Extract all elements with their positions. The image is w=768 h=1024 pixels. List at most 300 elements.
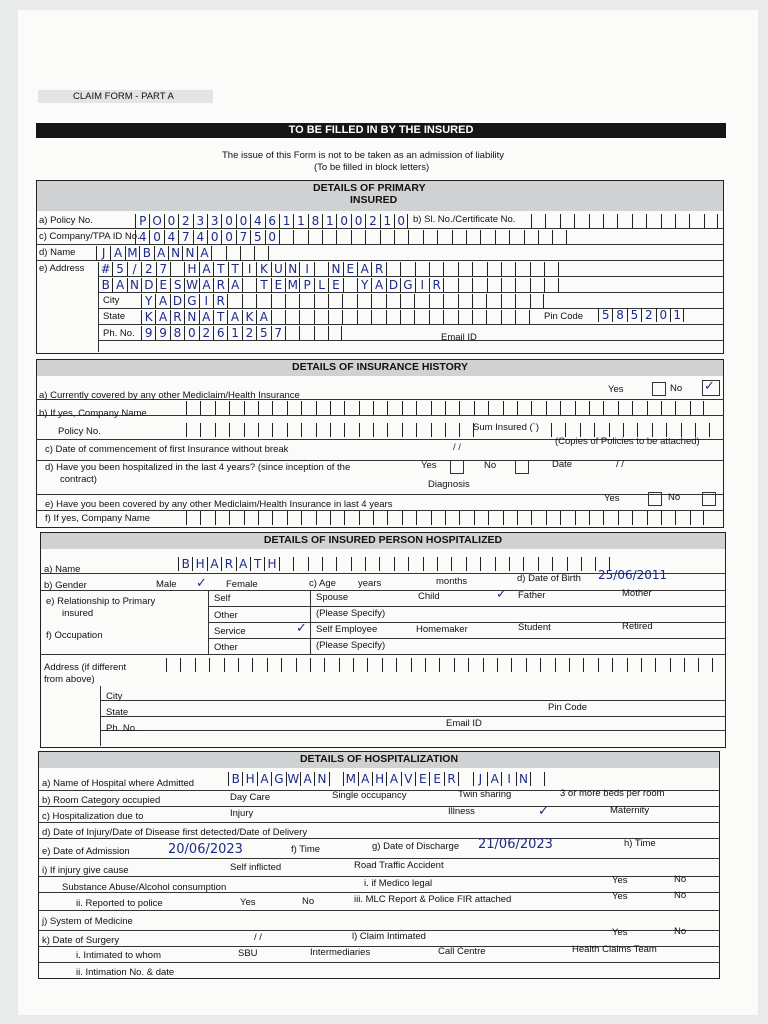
letter-cell[interactable]: A <box>199 310 213 324</box>
letter-cell[interactable] <box>515 310 529 324</box>
letter-cell[interactable] <box>244 423 258 437</box>
letter-cell[interactable]: 4 <box>250 214 264 228</box>
letter-cell[interactable]: 5 <box>256 326 270 340</box>
letter-cell[interactable] <box>416 511 430 525</box>
letter-cell[interactable] <box>322 230 336 244</box>
letter-cell[interactable] <box>538 557 552 571</box>
letter-cell[interactable] <box>451 557 465 571</box>
discharge-value[interactable]: 21/06/2023 <box>478 837 553 852</box>
letter-cell[interactable] <box>342 294 356 308</box>
letter-cell[interactable]: 0 <box>149 230 163 244</box>
letter-cell[interactable] <box>359 511 373 525</box>
letter-cell[interactable] <box>423 230 437 244</box>
letter-cell[interactable] <box>552 557 566 571</box>
letter-cell[interactable] <box>402 511 416 525</box>
letter-cell[interactable]: A <box>112 278 126 292</box>
letter-cell[interactable] <box>523 557 537 571</box>
letter-cell[interactable]: 8 <box>308 214 322 228</box>
letter-cell[interactable]: 0 <box>265 230 279 244</box>
letter-cell[interactable]: G <box>271 772 285 786</box>
letter-cell[interactable] <box>429 294 443 308</box>
letter-cell[interactable] <box>242 294 256 308</box>
letter-cell[interactable] <box>458 310 472 324</box>
letter-cell[interactable]: B <box>98 278 112 292</box>
letter-cell[interactable] <box>589 401 603 415</box>
letter-cell[interactable] <box>396 658 410 672</box>
letter-cell[interactable] <box>330 401 344 415</box>
letter-cell[interactable]: E <box>328 278 342 292</box>
letter-cell[interactable] <box>431 511 445 525</box>
letter-cell[interactable] <box>575 511 589 525</box>
letter-cell[interactable] <box>531 214 545 228</box>
letter-cell[interactable]: G <box>184 294 198 308</box>
letter-cell[interactable] <box>272 511 286 525</box>
letter-cell[interactable]: R <box>213 294 227 308</box>
primary-name-field[interactable] <box>96 246 269 260</box>
letter-cell[interactable]: A <box>154 246 168 260</box>
letter-cell[interactable] <box>314 310 328 324</box>
history-e-yes-box[interactable] <box>648 492 662 506</box>
letter-cell[interactable] <box>227 294 241 308</box>
letter-cell[interactable]: K <box>256 262 270 276</box>
letter-cell[interactable] <box>517 401 531 415</box>
company-id-field[interactable] <box>135 230 567 244</box>
letter-cell[interactable] <box>501 310 515 324</box>
letter-cell[interactable] <box>618 401 632 415</box>
letter-cell[interactable]: I <box>501 772 515 786</box>
letter-cell[interactable] <box>215 511 229 525</box>
letter-cell[interactable] <box>560 401 574 415</box>
letter-cell[interactable]: W <box>186 278 198 292</box>
letter-cell[interactable] <box>244 401 258 415</box>
letter-cell[interactable] <box>458 772 472 786</box>
letter-cell[interactable] <box>314 294 328 308</box>
letter-cell[interactable] <box>287 401 301 415</box>
letter-cell[interactable]: H <box>192 557 206 571</box>
history-d-no-box[interactable] <box>515 460 529 474</box>
address-line2-field[interactable] <box>98 278 559 292</box>
letter-cell[interactable] <box>524 230 538 244</box>
letter-cell[interactable] <box>229 401 243 415</box>
letter-cell[interactable] <box>400 310 414 324</box>
letter-cell[interactable]: B <box>139 246 153 260</box>
letter-cell[interactable]: 1 <box>227 326 241 340</box>
letter-cell[interactable] <box>603 511 617 525</box>
letter-cell[interactable] <box>655 658 669 672</box>
letter-cell[interactable] <box>414 310 428 324</box>
letter-cell[interactable] <box>509 230 523 244</box>
letter-cell[interactable]: K <box>141 310 155 324</box>
letter-cell[interactable] <box>301 401 315 415</box>
city-field[interactable] <box>141 294 544 308</box>
letter-cell[interactable] <box>458 278 472 292</box>
letter-cell[interactable] <box>652 423 666 437</box>
letter-cell[interactable]: 4 <box>135 230 149 244</box>
hospital-name-field[interactable] <box>228 772 545 786</box>
letter-cell[interactable]: 2 <box>242 326 256 340</box>
letter-cell[interactable]: 9 <box>155 326 169 340</box>
letter-cell[interactable] <box>224 658 238 672</box>
letter-cell[interactable] <box>445 423 459 437</box>
letter-cell[interactable]: J <box>473 772 487 786</box>
letter-cell[interactable] <box>431 401 445 415</box>
letter-cell[interactable]: U <box>271 262 285 276</box>
letter-cell[interactable]: P <box>299 278 313 292</box>
letter-cell[interactable] <box>215 423 229 437</box>
ip-address-field[interactable] <box>166 658 713 672</box>
letter-cell[interactable] <box>367 658 381 672</box>
letter-cell[interactable]: A <box>371 278 385 292</box>
letter-cell[interactable]: N <box>127 278 141 292</box>
letter-cell[interactable] <box>437 230 451 244</box>
letter-cell[interactable]: I <box>199 294 213 308</box>
letter-cell[interactable] <box>530 278 544 292</box>
letter-cell[interactable] <box>328 326 342 340</box>
letter-cell[interactable] <box>402 401 416 415</box>
letter-cell[interactable] <box>472 294 486 308</box>
history-a-yes-box[interactable] <box>652 382 666 396</box>
letter-cell[interactable]: 6 <box>213 326 227 340</box>
letter-cell[interactable] <box>560 511 574 525</box>
letter-cell[interactable] <box>509 557 523 571</box>
letter-cell[interactable] <box>623 423 637 437</box>
letter-cell[interactable] <box>293 230 307 244</box>
letter-cell[interactable] <box>445 401 459 415</box>
letter-cell[interactable]: 7 <box>156 262 170 276</box>
letter-cell[interactable] <box>443 294 457 308</box>
letter-cell[interactable] <box>429 310 443 324</box>
letter-cell[interactable]: N <box>285 262 299 276</box>
letter-cell[interactable] <box>661 214 675 228</box>
letter-cell[interactable] <box>689 214 703 228</box>
letter-cell[interactable] <box>546 401 560 415</box>
letter-cell[interactable] <box>211 246 225 260</box>
letter-cell[interactable] <box>466 557 480 571</box>
letter-cell[interactable]: R <box>371 262 385 276</box>
letter-cell[interactable] <box>583 658 597 672</box>
letter-cell[interactable] <box>301 511 315 525</box>
letter-cell[interactable] <box>371 310 385 324</box>
letter-cell[interactable]: R <box>213 278 227 292</box>
letter-cell[interactable]: H <box>264 557 278 571</box>
letter-cell[interactable]: 0 <box>351 214 365 228</box>
letter-cell[interactable] <box>380 230 394 244</box>
letter-cell[interactable]: # <box>98 262 112 276</box>
letter-cell[interactable] <box>299 310 313 324</box>
letter-cell[interactable] <box>540 658 554 672</box>
letter-cell[interactable] <box>200 511 214 525</box>
letter-cell[interactable] <box>526 658 540 672</box>
letter-cell[interactable] <box>641 658 655 672</box>
letter-cell[interactable]: R <box>429 278 443 292</box>
letter-cell[interactable] <box>603 401 617 415</box>
letter-cell[interactable] <box>279 230 293 244</box>
letter-cell[interactable] <box>287 511 301 525</box>
letter-cell[interactable]: 0 <box>207 230 221 244</box>
letter-cell[interactable] <box>238 658 252 672</box>
history-d-yes-box[interactable] <box>450 460 464 474</box>
letter-cell[interactable] <box>414 294 428 308</box>
letter-cell[interactable] <box>709 423 723 437</box>
letter-cell[interactable]: Y <box>141 294 155 308</box>
letter-cell[interactable] <box>565 423 579 437</box>
letter-cell[interactable] <box>387 511 401 525</box>
letter-cell[interactable] <box>170 262 184 276</box>
letter-cell[interactable]: 1 <box>670 308 684 322</box>
letter-cell[interactable] <box>324 658 338 672</box>
letter-cell[interactable] <box>357 294 371 308</box>
letter-cell[interactable] <box>483 658 497 672</box>
letter-cell[interactable] <box>445 511 459 525</box>
letter-cell[interactable] <box>308 557 322 571</box>
letter-cell[interactable] <box>545 214 559 228</box>
letter-cell[interactable] <box>394 230 408 244</box>
history-c-date[interactable]: / / <box>453 442 461 453</box>
letter-cell[interactable] <box>531 511 545 525</box>
letter-cell[interactable]: O <box>149 214 163 228</box>
letter-cell[interactable] <box>314 326 328 340</box>
letter-cell[interactable] <box>308 230 322 244</box>
letter-cell[interactable] <box>244 511 258 525</box>
letter-cell[interactable] <box>242 278 256 292</box>
letter-cell[interactable]: 0 <box>656 308 670 322</box>
letter-cell[interactable] <box>501 262 515 276</box>
letter-cell[interactable] <box>647 401 661 415</box>
letter-cell[interactable] <box>690 401 704 415</box>
letter-cell[interactable] <box>330 511 344 525</box>
letter-cell[interactable]: T <box>256 278 270 292</box>
letter-cell[interactable] <box>632 401 646 415</box>
letter-cell[interactable]: D <box>170 294 184 308</box>
letter-cell[interactable] <box>486 310 500 324</box>
letter-cell[interactable]: A <box>207 557 221 571</box>
letter-cell[interactable] <box>515 278 529 292</box>
letter-cell[interactable]: A <box>197 246 211 260</box>
letter-cell[interactable] <box>200 423 214 437</box>
letter-cell[interactable] <box>271 310 285 324</box>
letter-cell[interactable] <box>632 214 646 228</box>
letter-cell[interactable]: P <box>135 214 149 228</box>
letter-cell[interactable]: 0 <box>336 214 350 228</box>
letter-cell[interactable] <box>408 230 422 244</box>
state-field[interactable] <box>141 310 530 324</box>
history-d-date-value[interactable]: / / <box>616 459 624 470</box>
letter-cell[interactable] <box>666 423 680 437</box>
letter-cell[interactable] <box>299 326 313 340</box>
letter-cell[interactable]: J <box>96 246 110 260</box>
letter-cell[interactable] <box>365 230 379 244</box>
letter-cell[interactable] <box>180 658 194 672</box>
ip-dob-value[interactable]: 25/06/2011 <box>598 568 668 582</box>
letter-cell[interactable]: A <box>155 310 169 324</box>
letter-cell[interactable] <box>555 658 569 672</box>
letter-cell[interactable] <box>515 262 529 276</box>
letter-cell[interactable] <box>458 294 472 308</box>
letter-cell[interactable] <box>530 772 544 786</box>
letter-cell[interactable]: 9 <box>141 326 155 340</box>
letter-cell[interactable] <box>574 214 588 228</box>
history-e-no-box[interactable] <box>702 492 716 506</box>
letter-cell[interactable]: D <box>386 278 400 292</box>
admission-value[interactable]: 20/06/2023 <box>168 842 243 857</box>
letter-cell[interactable]: E <box>415 772 429 786</box>
letter-cell[interactable] <box>431 423 445 437</box>
letter-cell[interactable] <box>501 294 515 308</box>
letter-cell[interactable]: M <box>125 246 139 260</box>
letter-cell[interactable] <box>353 658 367 672</box>
letter-cell[interactable] <box>497 658 511 672</box>
letter-cell[interactable] <box>371 294 385 308</box>
letter-cell[interactable]: 0 <box>221 214 235 228</box>
letter-cell[interactable]: / <box>127 262 141 276</box>
letter-cell[interactable] <box>229 511 243 525</box>
letter-cell[interactable] <box>299 294 313 308</box>
letter-cell[interactable] <box>240 246 254 260</box>
letter-cell[interactable] <box>551 423 565 437</box>
letter-cell[interactable] <box>459 423 473 437</box>
letter-cell[interactable] <box>272 401 286 415</box>
letter-cell[interactable] <box>589 511 603 525</box>
letter-cell[interactable] <box>186 511 200 525</box>
pin-field[interactable] <box>598 308 684 322</box>
letter-cell[interactable] <box>279 557 293 571</box>
letter-cell[interactable]: N <box>168 246 182 260</box>
letter-cell[interactable] <box>293 557 307 571</box>
letter-cell[interactable] <box>387 401 401 415</box>
letter-cell[interactable]: T <box>250 557 264 571</box>
letter-cell[interactable] <box>501 278 515 292</box>
letter-cell[interactable] <box>281 658 295 672</box>
letter-cell[interactable] <box>488 401 502 415</box>
letter-cell[interactable]: 7 <box>236 230 250 244</box>
letter-cell[interactable] <box>495 230 509 244</box>
letter-cell[interactable] <box>328 294 342 308</box>
letter-cell[interactable] <box>627 658 641 672</box>
letter-cell[interactable] <box>200 401 214 415</box>
letter-cell[interactable] <box>301 423 315 437</box>
letter-cell[interactable]: A <box>228 278 242 292</box>
letter-cell[interactable] <box>344 401 358 415</box>
letter-cell[interactable] <box>439 658 453 672</box>
letter-cell[interactable]: 6 <box>265 214 279 228</box>
letter-cell[interactable]: 2 <box>641 308 655 322</box>
letter-cell[interactable] <box>402 423 416 437</box>
letter-cell[interactable]: L <box>314 278 328 292</box>
letter-cell[interactable]: 3 <box>207 214 221 228</box>
letter-cell[interactable]: 3 <box>193 214 207 228</box>
letter-cell[interactable] <box>443 278 457 292</box>
letter-cell[interactable]: 2 <box>178 214 192 228</box>
letter-cell[interactable] <box>452 230 466 244</box>
letter-cell[interactable]: N <box>516 772 530 786</box>
letter-cell[interactable] <box>698 658 712 672</box>
letter-cell[interactable]: Y <box>357 278 371 292</box>
ip-name-field[interactable] <box>178 557 610 571</box>
letter-cell[interactable] <box>684 658 698 672</box>
letter-cell[interactable] <box>598 658 612 672</box>
letter-cell[interactable]: R <box>170 310 184 324</box>
letter-cell[interactable]: H <box>184 262 198 276</box>
letter-cell[interactable] <box>415 262 429 276</box>
letter-cell[interactable] <box>416 423 430 437</box>
letter-cell[interactable] <box>373 401 387 415</box>
letter-cell[interactable] <box>287 423 301 437</box>
letter-cell[interactable]: A <box>256 310 270 324</box>
letter-cell[interactable] <box>544 262 558 276</box>
letter-cell[interactable]: N <box>184 310 198 324</box>
letter-cell[interactable] <box>530 262 544 276</box>
letter-cell[interactable] <box>661 401 675 415</box>
letter-cell[interactable] <box>316 511 330 525</box>
letter-cell[interactable] <box>472 310 486 324</box>
letter-cell[interactable]: 8 <box>612 308 626 322</box>
letter-cell[interactable]: I <box>242 262 256 276</box>
letter-cell[interactable] <box>480 230 494 244</box>
letter-cell[interactable] <box>546 511 560 525</box>
letter-cell[interactable] <box>690 511 704 525</box>
letter-cell[interactable] <box>681 423 695 437</box>
letter-cell[interactable]: 5 <box>250 230 264 244</box>
letter-cell[interactable] <box>466 230 480 244</box>
letter-cell[interactable] <box>581 557 595 571</box>
letter-cell[interactable] <box>215 401 229 415</box>
letter-cell[interactable] <box>429 262 443 276</box>
letter-cell[interactable] <box>474 511 488 525</box>
letter-cell[interactable]: E <box>271 278 285 292</box>
letter-cell[interactable] <box>617 214 631 228</box>
letter-cell[interactable] <box>468 658 482 672</box>
letter-cell[interactable]: 7 <box>178 230 192 244</box>
letter-cell[interactable] <box>474 401 488 415</box>
letter-cell[interactable] <box>603 214 617 228</box>
letter-cell[interactable] <box>229 423 243 437</box>
letter-cell[interactable]: B <box>178 557 192 571</box>
letter-cell[interactable] <box>695 423 709 437</box>
letter-cell[interactable]: 2 <box>199 326 213 340</box>
address-line1-field[interactable] <box>98 262 559 276</box>
letter-cell[interactable] <box>336 557 350 571</box>
letter-cell[interactable]: A <box>199 262 213 276</box>
letter-cell[interactable] <box>503 511 517 525</box>
letter-cell[interactable] <box>316 401 330 415</box>
letter-cell[interactable] <box>569 658 583 672</box>
letter-cell[interactable] <box>531 401 545 415</box>
letter-cell[interactable] <box>387 423 401 437</box>
letter-cell[interactable] <box>480 557 494 571</box>
letter-cell[interactable]: 4 <box>164 230 178 244</box>
phone-field[interactable] <box>141 326 342 340</box>
letter-cell[interactable] <box>166 658 180 672</box>
letter-cell[interactable]: A <box>300 772 314 786</box>
letter-cell[interactable]: A <box>227 310 241 324</box>
letter-cell[interactable] <box>394 557 408 571</box>
history-f-company-field[interactable] <box>186 511 704 525</box>
letter-cell[interactable] <box>487 262 501 276</box>
letter-cell[interactable] <box>328 310 342 324</box>
letter-cell[interactable] <box>632 511 646 525</box>
letter-cell[interactable] <box>271 294 285 308</box>
letter-cell[interactable] <box>675 511 689 525</box>
letter-cell[interactable]: 4 <box>193 230 207 244</box>
letter-cell[interactable]: E <box>343 262 357 276</box>
letter-cell[interactable]: 5 <box>627 308 641 322</box>
letter-cell[interactable]: T <box>213 262 227 276</box>
letter-cell[interactable] <box>423 557 437 571</box>
letter-cell[interactable] <box>552 230 566 244</box>
letter-cell[interactable]: S <box>170 278 184 292</box>
letter-cell[interactable] <box>344 423 358 437</box>
letter-cell[interactable]: A <box>155 294 169 308</box>
